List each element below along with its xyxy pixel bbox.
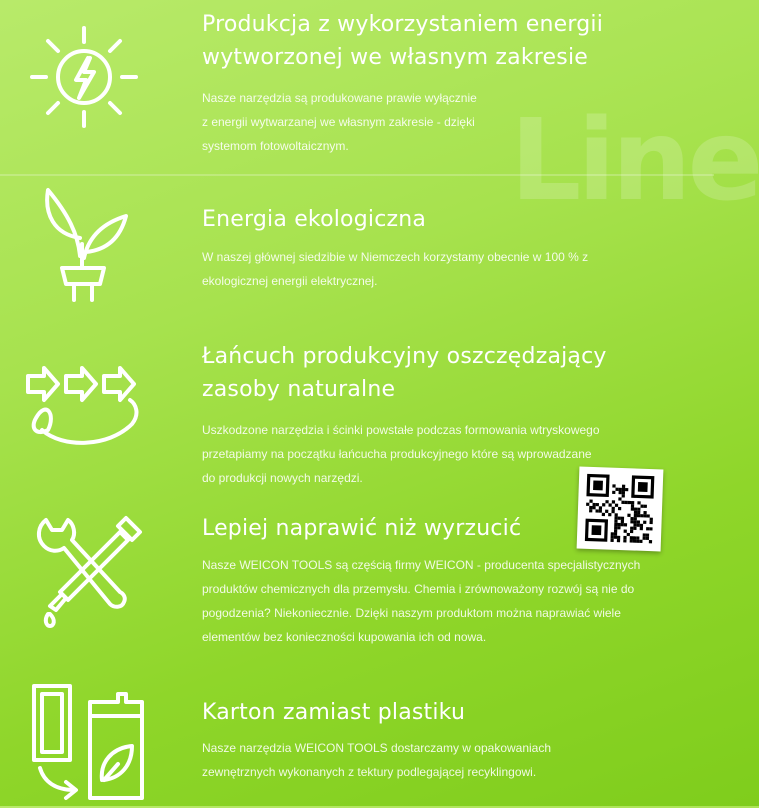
section-title: Energia ekologiczna — [202, 207, 427, 232]
section-body: W naszej głównej siedzibie w Niemczech korzystamy obecnie w 100 % z ekologicznej energii elektrycznej. — [202, 250, 589, 288]
section-title: Lepiej naprawić niż wyrzucić — [202, 516, 522, 541]
watermark-text: Line — [510, 96, 759, 226]
section-body: Nasze narzędzia WEICON TOOLS dostarczamy w opakowaniach zewnętrznych wykonanych z tektury podlegającej recyklingowi. — [202, 741, 552, 779]
section-title: Karton zamiast plastiku — [202, 700, 466, 725]
sun-lightning-icon — [24, 22, 144, 136]
section-title: Łańcuch produkcyjny oszczędzający zasoby naturalne — [202, 344, 607, 402]
section-body: Uszkodzone narzędzia i ścinki powstałe podczas formowania wtryskowego przetapiamy na początku łańcucha produkcyjnego które są wprowadzane do produkcji nowych narzędzi. — [202, 423, 600, 485]
cardboard-box-leaf-icon — [22, 676, 152, 808]
section-body: Nasze WEICON TOOLS są częścią firmy WEICON - producenta specjalistycznych produktów chemicznych dla przemysłu. Chemia i zrównoważony rozwój są nie do pogodzenia? Niekoniecznie. Dzięki naszym produktom można naprawiać wiele elementów bez konieczności kupowania ich od nowa. — [202, 558, 641, 644]
qr-code[interactable] — [577, 467, 664, 552]
section-body: Nasze narzędzia są produkowane prawie wyłącznie z energii wytwarzanej we własnym zakresie - dzięki systemom fotowoltaicznym. — [202, 91, 477, 153]
plant-plug-icon — [38, 184, 133, 310]
wrench-glue-tube-icon — [28, 510, 148, 634]
section-title: Produkcja z wykorzystaniem energii wytworzonej we własnym zakresie — [202, 12, 604, 70]
divider-line — [0, 174, 714, 176]
arrows-leaf-cycle-icon — [22, 356, 152, 460]
qr-code-icon — [577, 467, 664, 552]
